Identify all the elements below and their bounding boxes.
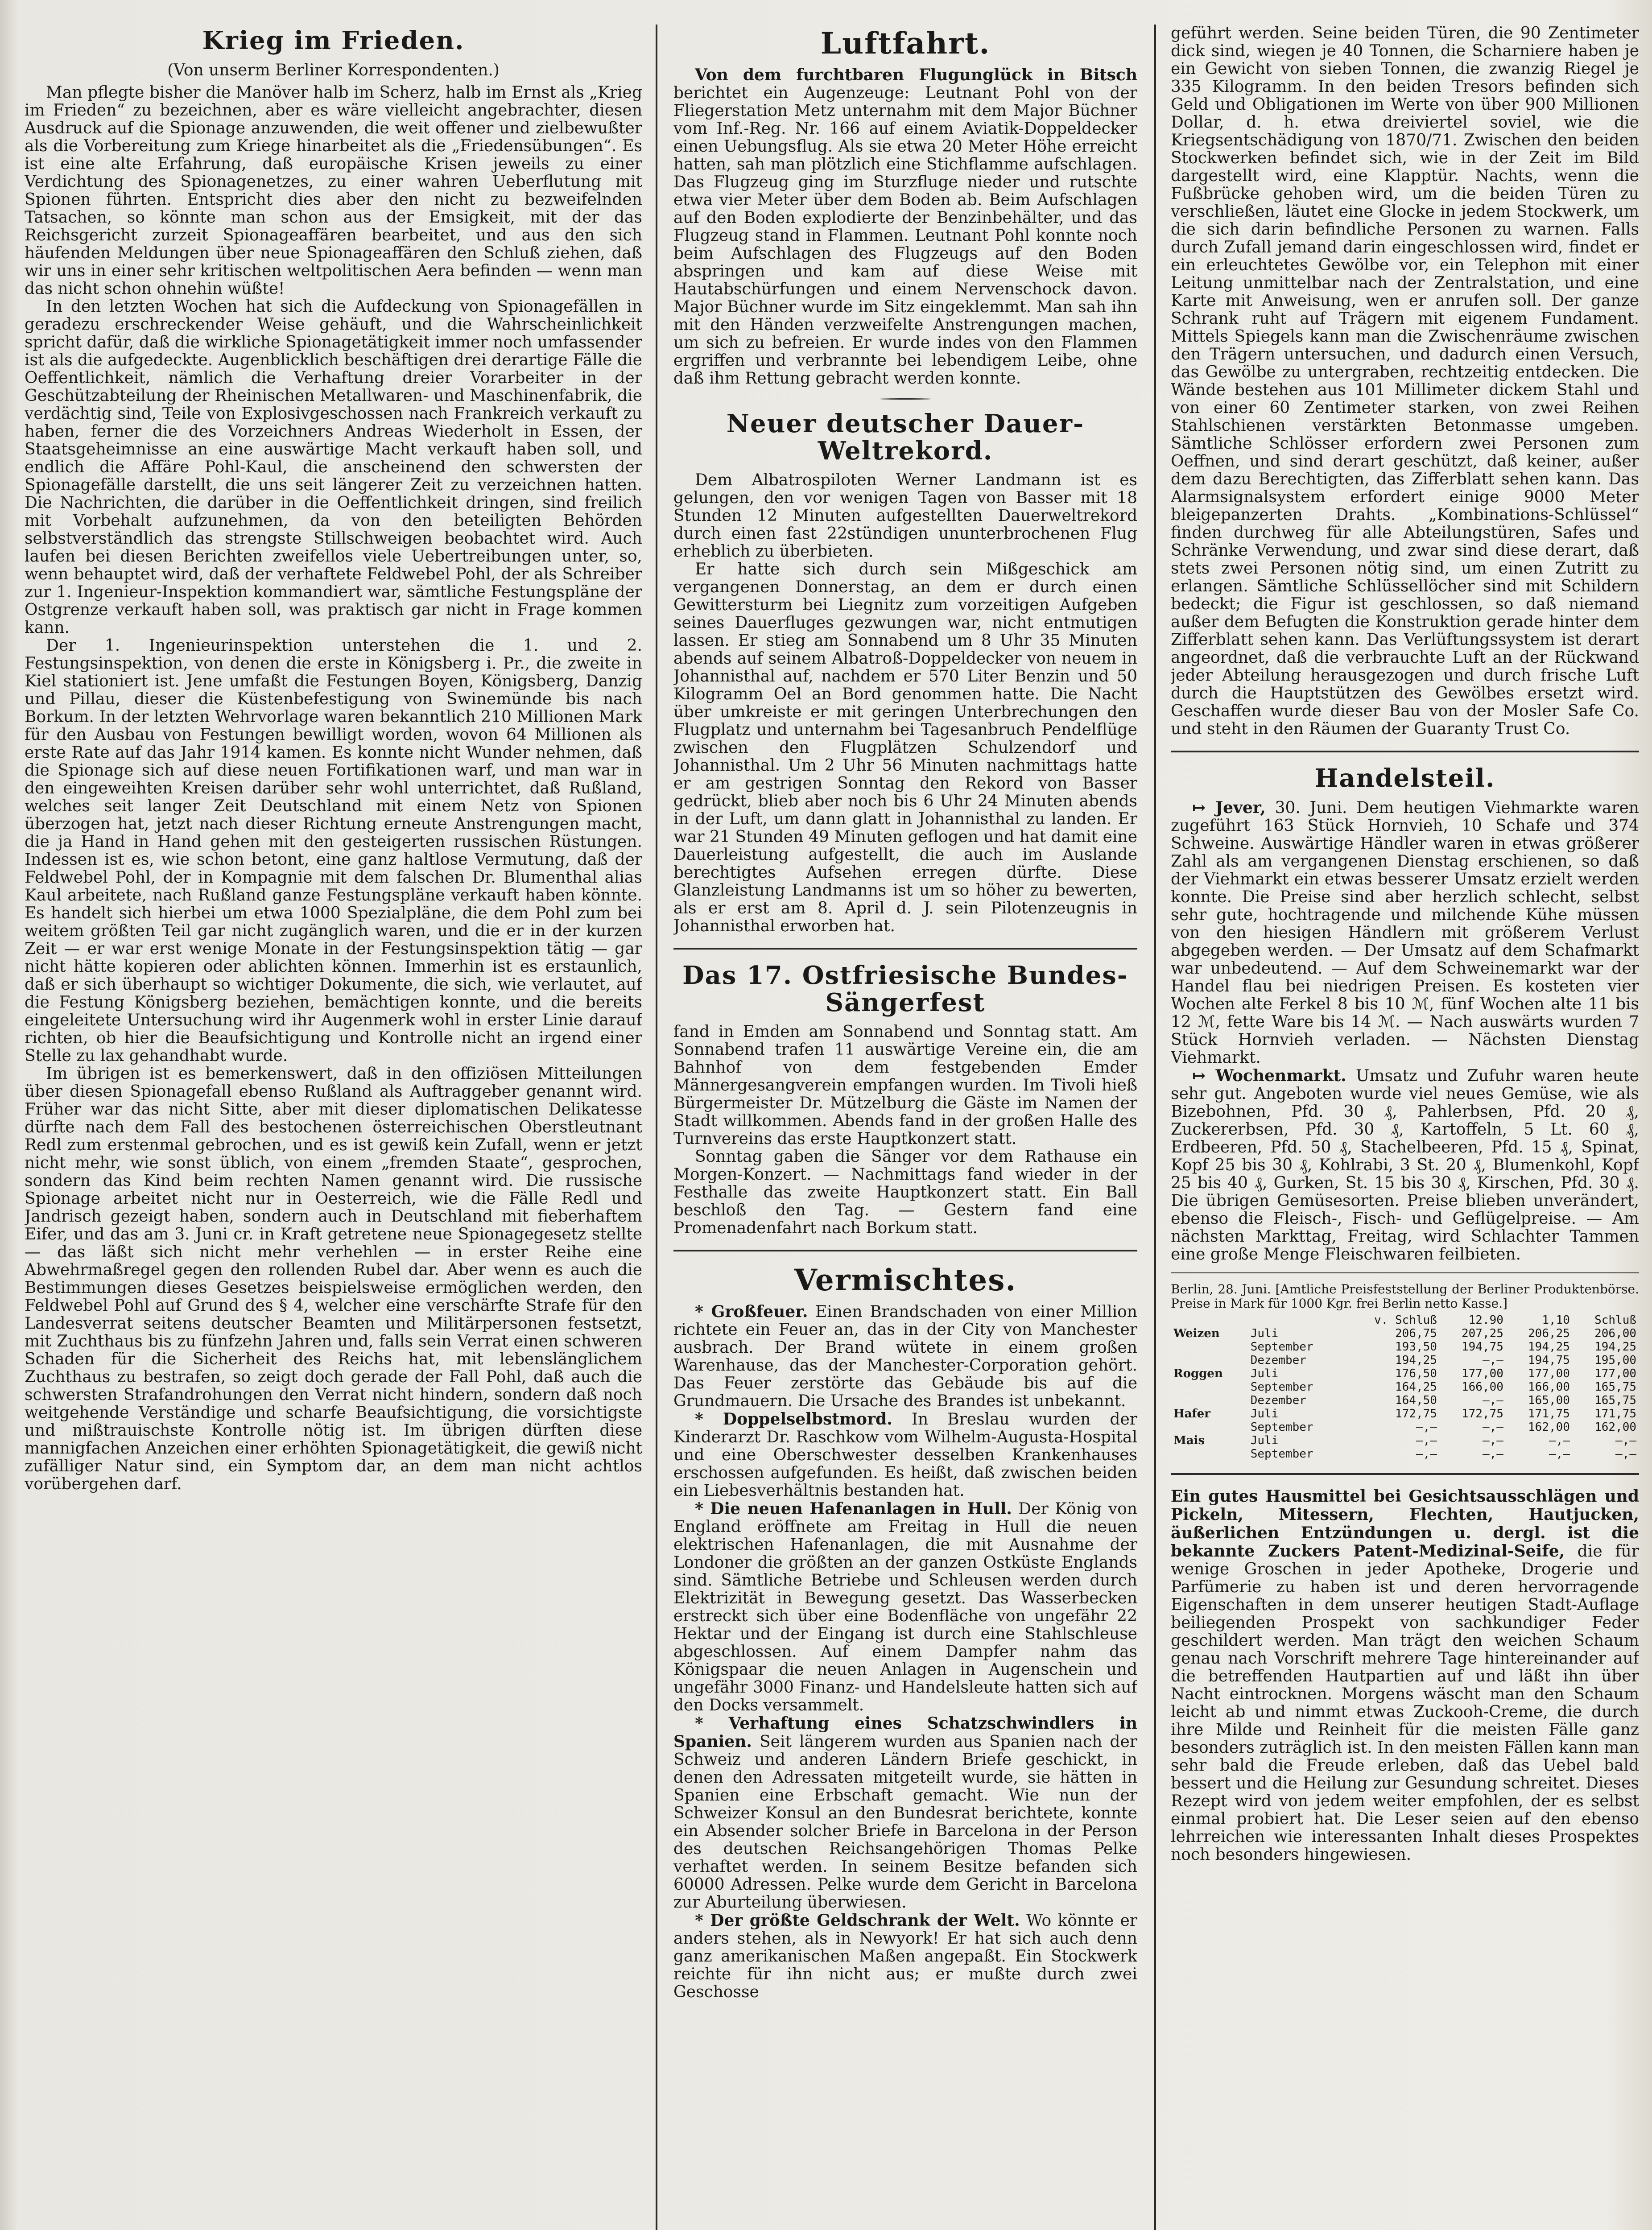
- table-row: [1171, 1434, 1639, 1447]
- table-header-cell: Schluß: [1594, 1313, 1636, 1327]
- section-rule: [673, 1250, 1137, 1251]
- news-item: [673, 66, 1137, 388]
- delivery-month: Dezember: [1250, 1393, 1306, 1407]
- column-right: [1171, 25, 1639, 1864]
- price-cell: —,—: [1416, 1433, 1437, 1447]
- price-cell: —,—: [1482, 1393, 1503, 1407]
- article-paragraph: Dem Albatrospiloten Werner Landmann ist es gelungen, den vor wenigen Tagen von Basser mit 18 Stunden 12 Minuten aufgestellten Dauerweltrekord durch einen fast 22stündigen ununterbrochenen Flug erheblich zu überbieten.: [673, 471, 1137, 561]
- delivery-month: Juli: [1250, 1407, 1279, 1421]
- price-cell: 206,25: [1528, 1326, 1570, 1340]
- table-row: [1171, 1421, 1639, 1434]
- table-header-cell: 12.90: [1468, 1313, 1503, 1327]
- news-item: [673, 1500, 1137, 1714]
- news-item-text: Wo könnte er anders stehen, als in Newyork! Er hat sich auch denn ganz amerikanischen Maßen angepaßt. Ein Stockwerk reichte für ihn nicht aus; er mußte durch zwei Geschosse: [673, 1911, 1137, 2001]
- table-header-cell: v. Schluß: [1374, 1313, 1437, 1327]
- table-row: [1171, 1354, 1639, 1367]
- article-paragraph: Im übrigen ist es bemerkenswert, daß in den offiziösen Mitteilungen über diesen Spionagefall ebenso Rußland als Auftraggeber genannt wird. Früher war das nicht Sitte, aber mit dieser diplomatischen Delikatesse dürfte nach dem Fall des bestochenen österreichischen Oberstleutnant Redl zum erstenmal gebrochen, und es ist gewiß kein Zufall, wenn er jetzt nicht mehr, wie sonst üblich, von einem „fremden Staate“, gesprochen, sondern das Kind beim rechten Namen genannt wird. Die russische Spionage arbeitet nicht nur in Oesterreich, wie die Fälle Redl und Jandrisch gezeigt haben, sondern auch in Deutschland mit fieberhaftem Eifer, und das am 3. Juni cr. in Kraft getretene neue Spionagegesetz stellte — das läßt sich nicht mehr verhehlen — in erster Reihe eine Abwehrmaßregel gegen den rollenden Rubel dar. Aber wenn es auch die Bestimmungen dieses Gesetzes beispielsweise ermöglichen werden, den Feldwebel Pohl auf Grund des § 4, welcher eine verschärfte Strafe für den Landesverrat seitens deutscher Beamten und Militärpersonen festsetzt, mit Zuchthaus bis zu fünfzehn Jahren und, falls sein Verrat einen schweren Schaden für die Sicherheit des Reichs hat, mit lebenslänglichem Zuchthaus zu bestrafen, so zeigt doch gerade der Fall Pohl, daß auch die schwersten Strafandrohungen den Verrat nicht hindern, sondern daß noch weitgehende Verständige und scharfe Beaufsichtigung, die vorsichtigste und mißtrauischste Kontrolle nötig ist. Im übrigen dürften diese mannigfachen Anzeichen einer erhöhten Spionagetätigkeit, die gewiß nicht zufälliger Natur sind, ein Symptom dar, an dem man nicht achtlos vorübergehen darf.: [25, 1064, 642, 1493]
- price-cell: 177,00: [1594, 1367, 1636, 1380]
- news-item-lead: ↦ Jever,: [1192, 798, 1266, 817]
- section-rule: [1171, 1473, 1639, 1475]
- column-rule-1: [656, 25, 657, 2230]
- price-cell: 194,25: [1395, 1353, 1437, 1367]
- price-cell: 194,75: [1528, 1353, 1570, 1367]
- commodity-label: Mais: [1173, 1433, 1205, 1447]
- news-item-lead: * Doppelselbstmord.: [695, 1409, 892, 1429]
- separator: [879, 398, 932, 400]
- price-cell: 165,75: [1594, 1393, 1636, 1407]
- commodity-label: [1171, 1421, 1248, 1434]
- section-title-weltrekord: Neuer deutscher Dauer-Weltrekord.: [726, 409, 1085, 466]
- commodity-label: [1171, 1447, 1248, 1461]
- table-row: [1171, 1407, 1639, 1421]
- price-cell: 171,75: [1594, 1407, 1636, 1421]
- price-cell: 194,25: [1594, 1340, 1636, 1354]
- price-cell: 172,75: [1462, 1407, 1503, 1421]
- price-cell: —,—: [1482, 1433, 1503, 1447]
- price-cell: 207,25: [1462, 1326, 1503, 1340]
- news-item-text: berichtet ein Augenzeuge: Leutnant Pohl von der Fliegerstation Metz unternahm mit dem Major Büchner vom Inf.-Reg. Nr. 166 auf einem Aviatik-Doppeldecker einen Uebungsflug. Als sie etwa 20 Meter Höhe erreicht hatten, sah man plötzlich eine Stichflamme aufschlagen. Das Flugzeug ging im Sturzfluge nieder und rutschte etwa vier Meter über dem Boden ab. Beim Aufschlagen auf den Boden explodierte der Benzinbehälter, und das Flugzeug stand in Flammen. Leutnant Pohl konnte noch beim Aufschlagen des Flugzeugs auf den Boden abspringen und kam auf diese Weise mit Hautabschürfungen und einem Nervenschock davon. Major Büchner wurde im Sitz eingeklemmt. Man sah ihn mit den Händen verzweifelte Anstrengungen machen, um sich zu befreien. Er wurde indes von den Flammen ergriffen und verbrannte bei lebendigem Leibe, ohne daß ihm Rettung gebracht werden konnte.: [673, 83, 1137, 388]
- delivery-month: September: [1250, 1447, 1313, 1461]
- news-item-lead: * Verhaftung eines Schatzschwindlers in Spanien.: [673, 1714, 1137, 1751]
- section-title-luftfahrt: Luftfahrt.: [820, 26, 991, 61]
- table-row: [1171, 1380, 1639, 1394]
- news-item: [673, 1714, 1137, 1912]
- news-item: [673, 1410, 1137, 1500]
- news-item: [673, 1303, 1137, 1410]
- news-item: [1171, 799, 1639, 1067]
- commodity-label: [1171, 1340, 1248, 1354]
- market-report-heading: Berlin, 28. Juni. [Amtliche Preisfeststellung der Berliner Produktenbörse. Preise in Mark für 1000 Kgr. frei Berlin netto Kasse.]: [1171, 1281, 1639, 1311]
- news-item-text: In Breslau wurden der Kinderarzt Dr. Raschkow vom Wilhelm-Augusta-Hospital und eine Oberschwester desselben Krankenhauses erschossen aufgefunden. Es heißt, daß zwischen beiden ein Liebesverhältnis bestanden hat.: [673, 1410, 1137, 1500]
- news-item: [673, 1912, 1137, 2001]
- news-item-lead: * Die neuen Hafenanlagen in Hull.: [695, 1499, 1012, 1518]
- news-item-text: 30. Juni. Dem heutigen Viehmarkte waren zugeführt 163 Stück Hornvieh, 10 Schafe und 374 Schweine. Auswärtige Händler waren in etwas größerer Zahl als am vergangenen Dienstag erschienen, so daß der Viehmarkt ein etwas besserer Umsatz erzielt werden konnte. Die Preise sind aber herzlich schlecht, selbst sehr gute, hochtragende und milchende Kühe müssen von den hiesigen Händlern mit größerem Verlust abgegeben werden. — Der Umsatz auf dem Schafmarkt war unbedeutend. — Auf dem Schweinemarkt war der Handel flau bei niedrigen Preisen. Es kosteten vier Wochen alte Ferkel 8 bis 10 ℳ, fünf Wochen alte 11 bis 12 ℳ, fette Ware bis 14 ℳ. — Nach auswärts wurden 7 Stück Hornvieh verladen. — Nächsten Dienstag Viehmarkt.: [1171, 798, 1639, 1067]
- delivery-month: September: [1250, 1340, 1313, 1354]
- market-price-table: [1171, 1313, 1639, 1461]
- price-cell: 164,25: [1395, 1380, 1437, 1394]
- table-row: [1171, 1447, 1639, 1461]
- news-item-lead: ↦ Wochenmarkt.: [1192, 1066, 1346, 1085]
- table-row: [1171, 1367, 1639, 1380]
- price-cell: 165,00: [1528, 1393, 1570, 1407]
- column-left: [25, 25, 642, 1493]
- delivery-month: September: [1250, 1380, 1313, 1394]
- price-cell: —,—: [1416, 1447, 1437, 1461]
- commodity-label: [1171, 1354, 1248, 1367]
- delivery-month: Juli: [1250, 1326, 1279, 1340]
- price-cell: 194,75: [1462, 1340, 1503, 1354]
- table-header-cell: 1,10: [1542, 1313, 1570, 1327]
- article-paragraph: Man pflegte bisher die Manöver halb im Scherz, halb im Ernst als „Krieg im Frieden“ zu bezeichnen, aber es wäre vielleicht angebrachter, diesen Ausdruck auf die Spionage anzuwenden, die weit offener und zielbewußter als die Vorbereitung zum Kriege hinarbeitet als die „Friedensübungen“. Es ist eine alte Erfahrung, daß europäische Krisen jeweils zu einer Verdichtung des Spionagenetzes, zu einer wahren Ueberflutung mit Spionen führten. Entspricht dies aber den nicht zu bezweifelnden Tatsachen, so könnte man schon aus der Emsigkeit, mit der das Reichsgericht zurzeit Spionageaffären bearbeitet, und aus den sich häufenden Meldungen über neue Spionageaffären den Schluß ziehen, daß wir uns in einer sehr kritischen weltpolitischen Aera befinden — wenn man das nicht schon ohnehin wüßte!: [25, 83, 642, 298]
- ad-text: die für wenige Groschen in jeder Apotheke, Drogerie und Parfümerie zu haben ist und deren hervorragende Eigenschaften in dem unserer heutigen Stadt-Auflage beiliegenden Prospekt von sachkundiger Feder geschildert werden. Man trägt den weichen Schaum genau nach Vorschrift mehrere Tage hintereinander auf die betreffenden Hautpartien auf und läßt ihn über Nacht eintrocknen. Morgens wäscht man den Schaum leicht ab und nimmt etwas Zuckooh-Creme, die durch ihre Milde und Reinheit für die meisten Fälle ganz besonders zuträglich ist. In den meisten Fällen kann man sehr bald die Freude erleben, daß das Uebel bald bessert und die Heilung zur Gesundung schreitet. Dieses Rezept wird von jedem weiter empfohlen, der es selbst einmal probiert hat. Die Leser seien auf den ebenso lehrreichen wie interessanten Inhalt dieses Prospektes noch besonders hingewiesen.: [1171, 1542, 1639, 1864]
- price-cell: —,—: [1549, 1433, 1570, 1447]
- price-cell: 206,75: [1395, 1326, 1437, 1340]
- news-item-text: Seit längerem wurden aus Spanien nach der Schweiz und anderen Ländern Briefe geschickt, in denen den Adressaten mitgeteilt wurde, sie hätten in Spanien eine Erbschaft gemacht. Wie nun der Schweizer Konsul an den Bundesrat berichtete, konnte ein Absender solcher Briefe in Barcelona in der Person des deutschen Reichsangehörigen Thomas Pelke verhaftet werden. In seinem Besitze befanden sich 60000 Adressen. Pelke wurde dem Gericht in Barcelona zur Aburteilung überwiesen.: [673, 1732, 1137, 1912]
- article-byline: (Von unserm Berliner Korrespondenten.): [167, 61, 500, 79]
- price-cell: —,—: [1482, 1420, 1503, 1434]
- table-header-row: [1171, 1313, 1639, 1327]
- price-cell: 166,00: [1462, 1380, 1503, 1394]
- price-cell: 162,00: [1528, 1420, 1570, 1434]
- article-paragraph: Sonntag gaben die Sänger vor dem Rathause ein Morgen-Konzert. — Nachmittags fand wieder in der Festhalle das zweite Hauptkonzert statt. Ein Ball beschloß den Tag. — Gestern fand eine Promenadenfahrt nach Borkum statt.: [673, 1147, 1137, 1237]
- article-continuation: geführt werden. Seine beiden Türen, die 90 Zentimeter dick sind, wiegen je 40 Tonnen, die Scharniere haben je ein Gewicht von sieben Tonnen, die zwanzig Riegel je 335 Kilogramm. In den beiden Tresors befinden sich Geld und Obligationen im Werte von über 900 Millionen Dollar, d. h. etwa dreiviertel soviel, wie die Kriegsentschädigung von 1870/71. Zwischen den beiden Stockwerken befindet sich, wie in der Zeit im Bild dargestellt wird, eine Klapptür. Nachts, wenn die Fußbrücke gehoben wird, um die beiden Türen zu verschließen, läutet eine Glocke in jedem Stockwerk, um die sich darin befindliche Personen zu warnen. Falls durch Zufall jemand darin eingeschlossen wird, findet er ein erleuchtetes Gewölbe vor, ein Telephon mit einer Leitung unmittelbar nach der Zentralstation, und eine Karte mit Anweisung, wen er anrufen soll. Der ganze Schrank ruht auf Trägern mit eigenem Fundament. Mittels Spiegels kann man die Zwischenräume zwischen den Trägern untersuchen, und dadurch einen Versuch, das Gewölbe zu untergraben, rechtzeitig entdecken. Die Wände bestehen aus 101 Millimeter dickem Stahl und von einer 60 Zentimeter starken, von zwei Reihen Stahlschienen verstärkten Betonmasse umgeben. Sämtliche Schlösser erfordern zwei Personen zum Oeffnen, und sind derart geschützt, daß keiner, außer dem dazu Berechtigten, das Zifferblatt sehen kann. Das Alarmsignalsystem erfordert einige 9000 Meter bleigepanzerten Drahts. „Kombinations-Schlüssel“ finden durchweg für alle Abteilungstüren, Safes und Schränke Verwendung, und zwar sind diese derart, daß stets zwei Personen nötig sind, um einen Zutritt zu erlangen. Sämtliche Schlüssellöcher sind mit Schildern bedeckt; die Figur ist geschlossen, so daß niemand außer dem Befugten die Konstruktion gerade hinter dem Zifferblatt sehen kann. Das Verlüftungssystem ist derart angeordnet, daß die verbrauchte Luft an der Rückwand jeder Abteilung herausgezogen und durch frische Luft durch die Hauptstützen des Gewölbes ersetzt wird. Geschaffen wurde dieser Bau von der Mosler Safe Co. und steht in den Räumen der Guaranty Trust Co.: [1171, 25, 1639, 738]
- commodity-label: Roggen: [1173, 1367, 1223, 1380]
- price-cell: 177,00: [1462, 1367, 1503, 1380]
- price-cell: 206,00: [1594, 1326, 1636, 1340]
- table-row: [1171, 1327, 1639, 1340]
- price-cell: 172,75: [1395, 1407, 1437, 1421]
- section-title-saengerfest: Das 17. Ostfriesische Bundes-Sängerfest: [682, 960, 1129, 1018]
- ad-lead: Ein gutes Hausmittel bei Gesichtsausschlägen und Pickeln, Mitessern, Flechten, Hautjucken, äußerlichen Entzündungen u. dergl. ist die bekannte Zuckers Patent-Medizinal-Seife,: [1171, 1487, 1639, 1561]
- news-item-lead: Von dem furchtbaren Flugunglück in Bitsch: [695, 65, 1137, 84]
- news-item-lead: * Großfeuer.: [695, 1302, 808, 1321]
- price-cell: —,—: [1549, 1447, 1570, 1461]
- article-paragraph: Er hatte sich durch sein Mißgeschick am vergangenen Donnerstag, an dem er durch einen Gewittersturm bei Liegnitz zum vorzeitigen Aufgeben seines Dauerfluges gezwungen war, nicht entmutigen lassen. Er stieg am Sonnabend um 8 Uhr 35 Minuten abends auf seinem Albatroß-Doppeldecker von neuem in Johannisthal auf, nachdem er 570 Liter Benzin und 50 Kilogramm Oel an Bord genommen hatte. Die Nacht über umkreiste er mit geringen Unterbrechungen den Flugplatz und unternahm bei Tagesanbruch Pendelflüge zwischen den Flugplätzen Schulzendorf und Johannisthal. Um 2 Uhr 56 Minuten nachmittags hatte er am gestrigen Sonntag den Rekord von Basser gedrückt, blieb aber noch bis 6 Uhr 24 Minuten abends in der Luft, um dann glatt in Johannisthal zu landen. Er war 21 Stunden 49 Minuten geflogen und hat damit eine Dauerleistung aufgestellt, die auch im Auslande berechtigtes Aufsehen erregen dürfte. Diese Glanzleistung Landmanns ist um so höher zu bewerten, als er erst am 8. April d. J. sein Pilotenzeugnis in Johannisthal erworben hat.: [673, 560, 1137, 935]
- price-cell: —,—: [1416, 1420, 1437, 1434]
- price-cell: 193,50: [1395, 1340, 1437, 1354]
- commodity-label: Hafer: [1173, 1407, 1210, 1421]
- price-cell: —,—: [1615, 1447, 1636, 1461]
- news-item-text: Umsatz und Zufuhr waren heute sehr gut. Angeboten wurde viel neues Gemüse, wie als Bizebohnen, Pfd. 30 ₰, Pahlerbsen, Pfd. 20 ₰, Zuckererbsen, Pfd. 30 ₰, Kartoffeln, 5 Lt. 60 ₰, Erdbeeren, Pfd. 50 ₰, Stachelbeeren, Pfd. 15 ₰, Spinat, Kopf 25 bis 30 ₰, Kohlrabi, 3 St. 20 ₰, Blumenkohl, Kopf 25 bis 40 ₰, Gurken, St. 15 bis 30 ₰, Kirschen, Pfd. 30 ₰. Die übrigen Gemüsesorten. Preise blieben unverändert, ebenso die Fleisch-, Fisch- und Geflügelpreise. — Am nächsten Markttag, Freitag, wird Schlachter Tammen eine große Menge Fleischwaren feilbieten.: [1171, 1066, 1639, 1264]
- price-cell: —,—: [1482, 1353, 1503, 1367]
- table-row: [1171, 1340, 1639, 1354]
- price-cell: 176,50: [1395, 1367, 1437, 1380]
- price-cell: —,—: [1482, 1447, 1503, 1461]
- article-paragraph: Der 1. Ingenieurinspektion unterstehen die 1. und 2. Festungsinspektion, von denen die erste in Königsberg i. Pr., die zweite in Kiel stationiert ist. Jene umfaßt die Festungen Boyen, Königsberg, Danzig und Pillau, dieser die Küstenbefestigung von Swinemünde bis nach Borkum. In der letzten Wehrvorlage waren bekanntlich 210 Millionen Mark für den Ausbau von Festungen bewilligt worden, wovon 64 Millionen als erste Rate auf das Jahr 1914 kamen. Es konnte nicht Wunder nehmen, daß die Spionage sich auf diese neuen Fortifikationen warf, und man war in den eingeweihten Kreisen darüber sehr wohl unterrichtet, daß Rußland, welches seit langer Zeit Deutschland mit einem Netz von Spionen überzogen hat, jetzt nach dieser Richtung erneute Anstrengungen macht, die ja Hand in Hand gehen mit den gesteigerten russischen Rüstungen. Indessen ist es, wie schon betont, eine ganz haltlose Vermutung, daß der Feldwebel Pohl, der in Kompagnie mit dem falschen Dr. Blumenthal alias Kaul arbeitete, nach Rußland ganze Festungspläne verkauft haben könnte. Es handelt sich hierbei um etwa 1000 Spezialpläne, die dem Pohl zum bei weitem größten Teil gar nicht zugänglich waren, und die er in der kurzen Zeit — er war erst wenige Monate in der Festungsinspektion tätig — gar nicht hätte kopieren oder ablichten können. Immerhin ist es erstaunlich, daß er sich überhaupt so wichtiger Dokumente, die sich, wie verlautet, auf die Festung Königsberg beziehen, bemächtigen konnte, und die bereits eingeleitete Untersuchung wird ihr Augenmerk wohl in erster Linie darauf richten, ob hier die Beaufsichtigung und Kontrolle nicht an irgend einer Stelle zu lax gehandhabt wurde.: [25, 636, 642, 1065]
- delivery-month: Juli: [1250, 1367, 1279, 1380]
- commodity-label: Weizen: [1173, 1326, 1220, 1340]
- article-title: Krieg im Frieden.: [202, 26, 465, 55]
- commodity-label: [1171, 1380, 1248, 1394]
- delivery-month: September: [1250, 1420, 1313, 1434]
- price-cell: 171,75: [1528, 1407, 1570, 1421]
- price-cell: 177,00: [1528, 1367, 1570, 1380]
- section-rule: [1171, 751, 1639, 752]
- news-item-text: Einen Brandschaden von einer Million richtete ein Feuer an, das in der City von Manchester ausbrach. Der Brand wütete in einem großen Warenhause, das der Manchester-Corporation gehört. Das Feuer zerstörte das Gebäude bis auf die Grundmauern. Die Ursache des Brandes ist unbekannt.: [673, 1302, 1137, 1410]
- column-rule-2: [1154, 25, 1156, 2230]
- section-title-vermischtes: Vermischtes.: [794, 1262, 1017, 1297]
- price-cell: 164,50: [1395, 1393, 1437, 1407]
- delivery-month: Dezember: [1250, 1353, 1306, 1367]
- price-cell: 165,75: [1594, 1380, 1636, 1394]
- section-title-handelsteil: Handelsteil.: [1314, 764, 1495, 793]
- column-middle: [673, 25, 1137, 2001]
- price-cell: 162,00: [1594, 1420, 1636, 1434]
- delivery-month: Juli: [1250, 1433, 1279, 1447]
- market-table-body: [1171, 1327, 1639, 1461]
- article-paragraph: fand in Emden am Sonnabend und Sonntag statt. Am Sonnabend trafen 11 auswärtige Vereine ein, die am Bahnhof von dem festgebenden Emder Männergesangverein empfangen wurden. Im Tivoli hieß Bürgermeister Dr. Mützelburg die Gäste im Namen der Stadt willkommen. Abends fand in der großen Halle des Turnvereins das erste Hauptkonzert statt.: [673, 1022, 1137, 1148]
- section-rule: [673, 948, 1137, 950]
- price-cell: 195,00: [1594, 1353, 1636, 1367]
- price-cell: 194,25: [1528, 1340, 1570, 1354]
- price-cell: —,—: [1615, 1433, 1636, 1447]
- commodity-label: [1171, 1394, 1248, 1407]
- news-item: [1171, 1067, 1639, 1264]
- advertisement: [1171, 1487, 1639, 1864]
- price-cell: 166,00: [1528, 1380, 1570, 1394]
- section-rule: [1171, 1272, 1639, 1273]
- news-item-lead: * Der größte Geldschrank der Welt.: [695, 1911, 1020, 1930]
- table-row: [1171, 1394, 1639, 1407]
- news-item-text: Der König von England eröffnete am Freitag in Hull die neuen elektrischen Hafenanlagen, die mit Ausnahme der Londoner die größten an der ganzen Ostküste Englands sind. Sämtliche Betriebe und Schleusen werden durch Elektrizität in Bewegung gesetzt. Das Wasserbecken erstreckt sich über eine Bodenfläche von ungefähr 22 Hektar und der Eingang ist durch eine Stahlschleuse abgeschlossen. Auf einem Dampfer nahm das Königspaar die neuen Anlagen in Augenschein und ungefähr 3000 Finanz- und Handelsleute hatten sich auf den Docks versammelt.: [673, 1499, 1137, 1714]
- article-paragraph: In den letzten Wochen hat sich die Aufdeckung von Spionagefällen in geradezu erschreckender Weise gehäuft, und die Wahrscheinlichkeit spricht dafür, daß die wirkliche Spionagetätigkeit immer noch umfassender ist als die aufgedeckte. Augenblicklich beschäftigen drei derartige Fälle die Oeffentlichkeit, nämlich die Verhaftung dreier Vorarbeiter in der Geschützabteilung der Rheinischen Metallwaren- und Maschinenfabrik, die verdächtig sind, Teile von Explosivgeschossen nach Frankreich verkauft zu haben, ferner die des Vorzeichners Andreas Wiederholt in Essen, der Staatsgeheimnisse an eine auswärtige Macht verkauft haben soll, und endlich die Affäre Pohl-Kaul, die anscheinend den schwersten der Spionagefälle darstellt, die uns seit längerer Zeit zu verzeichnen hatten. Die Nachrichten, die darüber in die Oeffentlichkeit dringen, sind freilich mit Vorbehalt aufzunehmen, da von den beteiligten Behörden selbstverständlich das strengste Stillschweigen beobachtet wird. Auch laufen bei diesen Berichten zweifellos viele Uebertreibungen unter, so, wenn behauptet wird, daß der verhaftete Feldwebel Pohl, der als Schreiber zur 1. Ingenieur-Inspektion kommandiert war, sämtliche Festungspläne der Ostgrenze verkauft haben soll, was praktisch gar nicht in Frage kommen kann.: [25, 297, 642, 637]
